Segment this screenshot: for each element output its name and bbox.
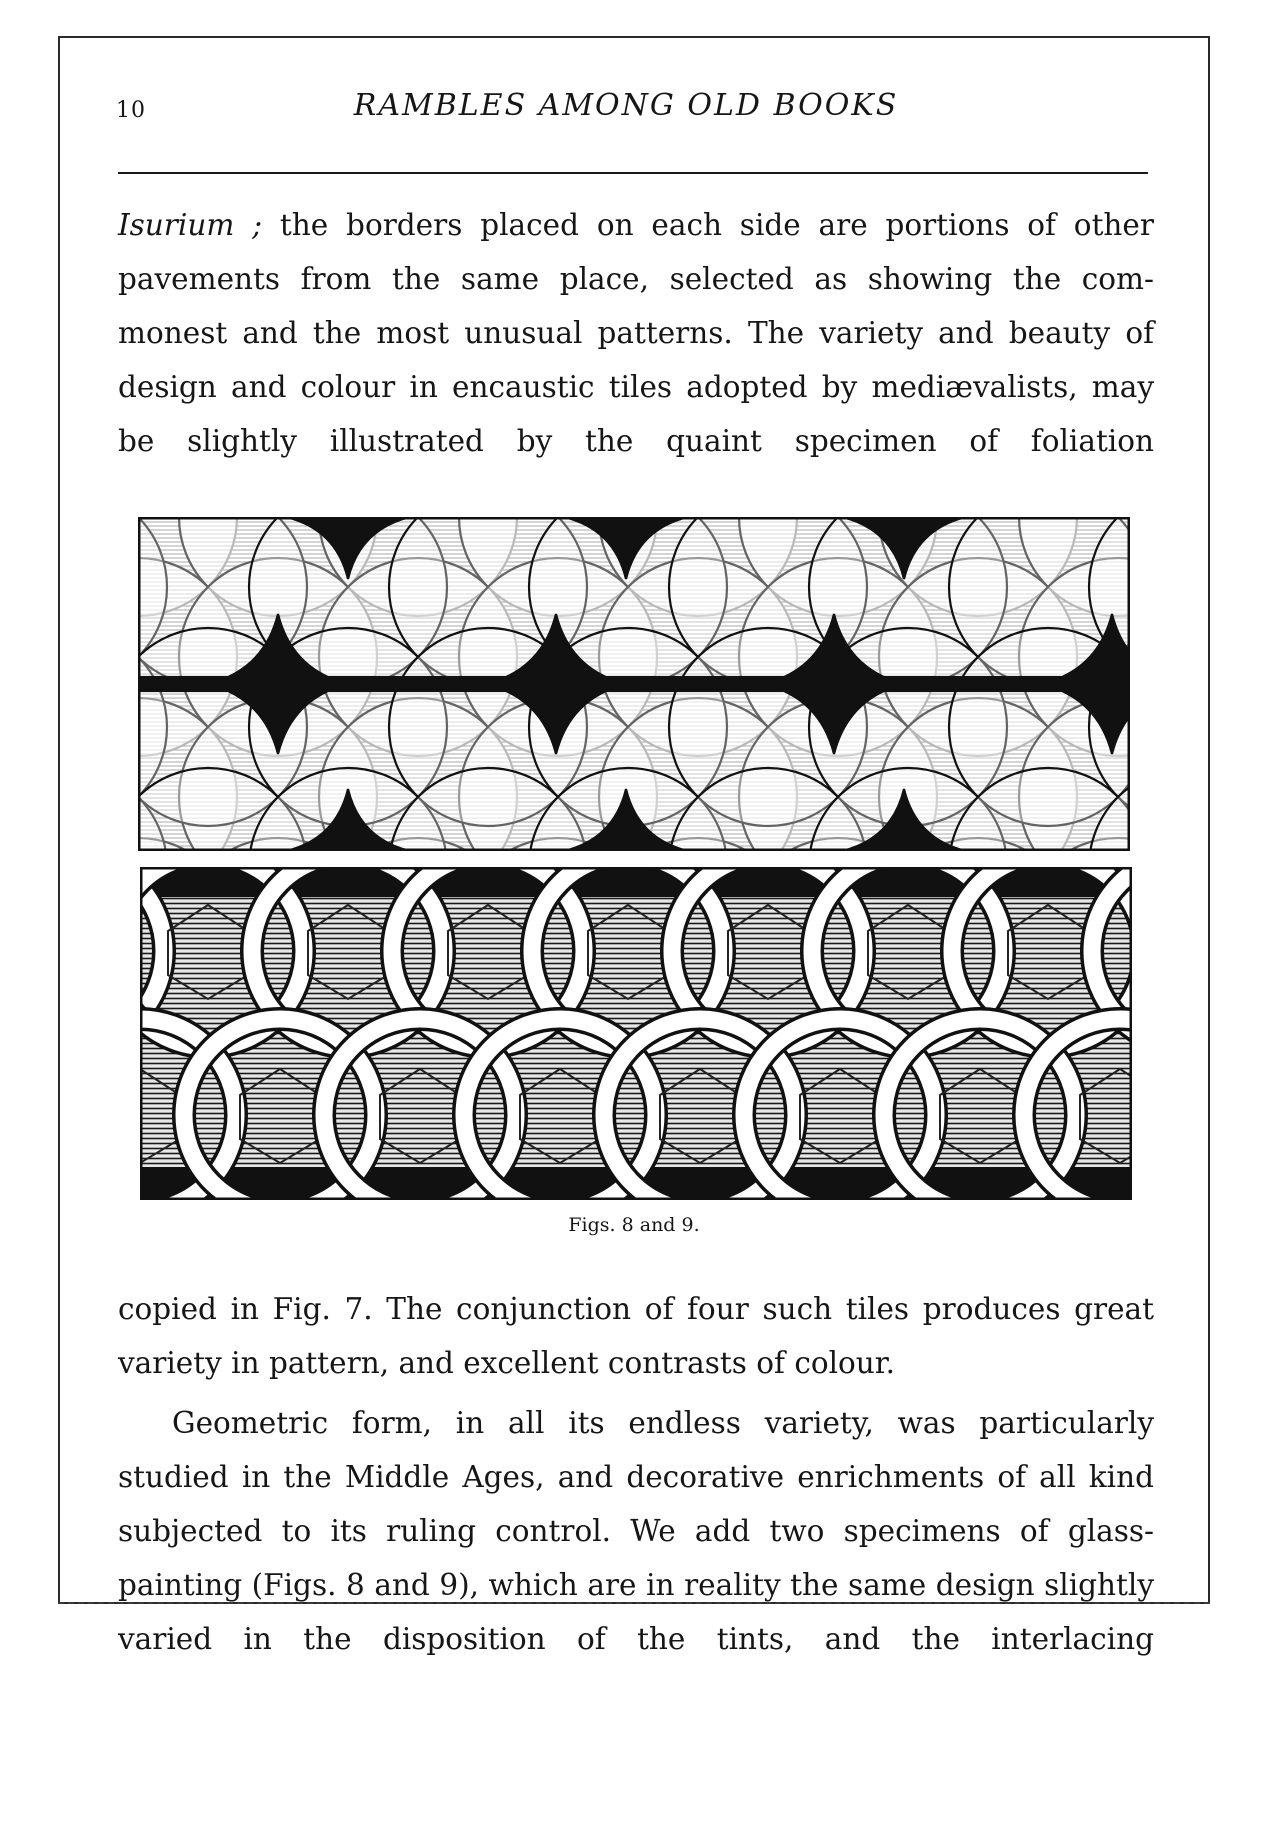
figure-9-interlace-pattern [140,867,1132,1200]
paragraph-continued-line1: copied in Fig. 7. The conjunction of four such tiles produces great [118,1292,1154,1326]
fig8-band [138,677,1130,691]
paragraph-geometric [118,1396,1154,1666]
running-head [100,86,1152,130]
paragraph-top-text: the borders placed on each side are portions of other pavements from the same place, selected as showing the com-monest and the most unusual patterns. The variety and beauty of design and colour in encaustic tiles adopted by mediævalists, may be slightly illustrated by the quaint specimen of foliation [118,208,1154,458]
paragraph-geometric-text: Geometric form, in all its endless variety, was particularly studied in the Middle Ages, and decorative enrichments of all kind subjected to its ruling control. We add two specimens of glass-painting (Figs. 8 and 9), which are in reality the same design slightly varied in the disposition of the tints, and the interlacing [118,1406,1154,1656]
paragraph-top [118,198,1154,468]
italic-lead-word: Isurium ; [118,208,263,242]
figure-caption: Figs. 8 and 9. [568,1214,700,1236]
running-title: RAMBLES AMONG OLD BOOKS [353,88,899,123]
figure-8-tile-pattern [138,517,1130,851]
page-number: 10 [116,98,146,123]
header-rule [118,172,1148,174]
paragraph-continued-line2: variety in pattern, and excellent contrasts of colour. [118,1346,896,1380]
paragraph-continued [118,1282,1154,1390]
